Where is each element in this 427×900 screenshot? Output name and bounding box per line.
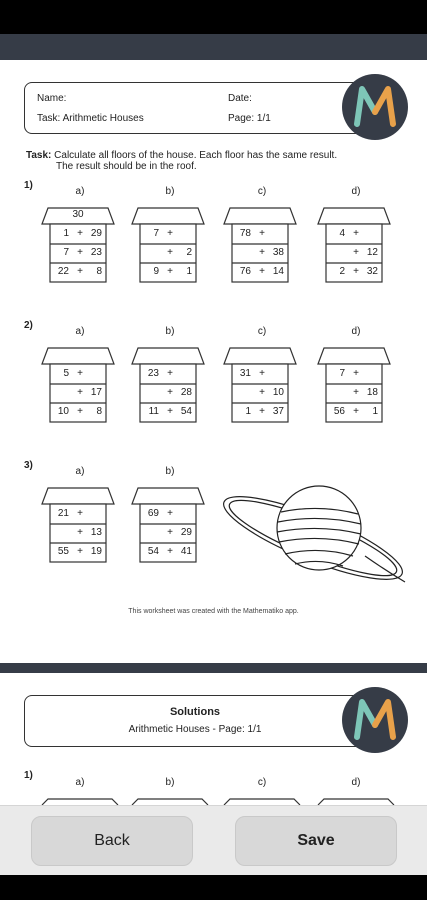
house-label: b)	[165, 466, 175, 477]
house-floor[interactable]	[50, 244, 106, 262]
plus-sign: +	[77, 368, 83, 379]
plus-sign: +	[167, 406, 173, 417]
floor-operand-b[interactable]: 28	[180, 387, 192, 398]
task-text-1: Calculate all floors of the house. Each floor has the same result.	[54, 150, 338, 161]
plus-sign: +	[259, 368, 265, 379]
floor-operand-a[interactable]: 31	[239, 368, 251, 379]
house-label: d)	[351, 326, 361, 337]
solutions-header-box	[24, 695, 366, 747]
plus-sign: +	[167, 508, 173, 519]
solution-house-label: a)	[75, 777, 85, 788]
plus-sign: +	[167, 546, 173, 557]
roof-value[interactable]	[140, 488, 196, 502]
row-number: 3)	[24, 460, 33, 471]
house-floor[interactable]	[140, 365, 196, 383]
house-floor[interactable]	[140, 543, 196, 561]
house-label: a)	[75, 326, 85, 337]
worksheet-footer-note: This worksheet was created with the Mathematiko app.	[128, 608, 299, 615]
house-floor[interactable]	[232, 225, 288, 243]
plus-sign: +	[353, 266, 359, 277]
house-label: b)	[165, 326, 175, 337]
house-floor[interactable]	[232, 263, 288, 281]
plus-sign: +	[77, 387, 83, 398]
row-number: 2)	[24, 320, 33, 331]
arithmetic-house[interactable]	[222, 206, 298, 286]
floor-operand-b[interactable]: 32	[366, 266, 378, 277]
worksheet-page[interactable]	[0, 60, 427, 663]
roof-value[interactable]	[140, 348, 196, 362]
floor-operand-a[interactable]: 21	[57, 508, 69, 519]
arithmetic-house[interactable]	[130, 206, 206, 286]
arithmetic-house[interactable]	[40, 206, 116, 286]
solutions-page[interactable]	[0, 673, 427, 805]
house-floor[interactable]	[232, 403, 288, 421]
plus-sign: +	[77, 527, 83, 538]
house-label: a)	[75, 186, 85, 197]
floor-operand-a[interactable]: 9	[153, 266, 159, 277]
floor-operand-a[interactable]: 22	[57, 266, 69, 277]
house-floor[interactable]	[326, 244, 382, 262]
arithmetic-house[interactable]	[40, 346, 116, 426]
house-floor[interactable]	[140, 505, 196, 523]
plus-sign: +	[259, 387, 265, 398]
action-bar	[0, 805, 427, 876]
floor-operand-a[interactable]: 10	[57, 406, 69, 417]
roof-value[interactable]	[50, 488, 106, 502]
house-floor[interactable]	[140, 244, 196, 262]
house-floor[interactable]	[140, 403, 196, 421]
navigation-bar	[0, 875, 427, 900]
floor-operand-b[interactable]: 38	[272, 247, 284, 258]
row-number: 1)	[24, 180, 33, 191]
floor-operand-b[interactable]: 8	[96, 266, 102, 277]
house-floor[interactable]	[140, 524, 196, 542]
floor-operand-a[interactable]: 56	[333, 406, 345, 417]
floor-operand-b[interactable]: 17	[90, 387, 102, 398]
floor-operand-a[interactable]: 1	[245, 406, 251, 417]
plus-sign: +	[353, 368, 359, 379]
house-label: c)	[257, 186, 267, 197]
floor-operand-b[interactable]: 23	[90, 247, 102, 258]
page-separator	[0, 663, 427, 673]
floor-operand-b[interactable]: 13	[90, 527, 102, 538]
task-instructions	[26, 150, 406, 172]
house-floor[interactable]	[232, 244, 288, 262]
floor-operand-b[interactable]: 29	[90, 228, 102, 239]
name-label: Name:	[37, 93, 67, 104]
floor-operand-b[interactable]: 37	[272, 406, 284, 417]
floor-operand-b[interactable]: 1	[372, 406, 378, 417]
solutions-title: Solutions	[169, 706, 221, 718]
floor-operand-a[interactable]: 76	[239, 266, 251, 277]
plus-sign: +	[167, 387, 173, 398]
back-button[interactable]: Back	[31, 816, 193, 866]
date-label: Date:	[228, 93, 252, 104]
house-floor[interactable]	[140, 384, 196, 402]
arithmetic-house[interactable]	[316, 346, 392, 426]
plus-sign: +	[167, 368, 173, 379]
house-floor[interactable]	[50, 543, 106, 561]
house-floor[interactable]	[326, 403, 382, 421]
status-bar	[0, 0, 427, 34]
house-label: a)	[75, 466, 85, 477]
house-floor[interactable]	[140, 263, 196, 281]
house-floor[interactable]	[50, 403, 106, 421]
plus-sign: +	[167, 266, 173, 277]
plus-sign: +	[353, 406, 359, 417]
floor-operand-b[interactable]: 8	[96, 406, 102, 417]
roof-value[interactable]	[50, 348, 106, 362]
house-floor[interactable]	[326, 263, 382, 281]
plus-sign: +	[353, 387, 359, 398]
save-button[interactable]: Save	[235, 816, 397, 866]
plus-sign: +	[77, 247, 83, 258]
roof-value[interactable]	[232, 208, 288, 222]
roof-value[interactable]: 30	[72, 209, 84, 220]
roof-value[interactable]	[326, 348, 382, 362]
floor-operand-a[interactable]: 23	[147, 368, 159, 379]
arithmetic-house[interactable]	[40, 486, 116, 566]
floor-operand-b[interactable]: 41	[180, 546, 192, 557]
house-floor[interactable]	[50, 384, 106, 402]
house-floor[interactable]	[232, 384, 288, 402]
arithmetic-house[interactable]	[316, 206, 392, 286]
arithmetic-house[interactable]	[130, 486, 206, 566]
house-floor[interactable]	[140, 225, 196, 243]
floor-operand-a[interactable]: 7	[339, 368, 345, 379]
task-title: Task:	[26, 150, 52, 161]
solution-house-label: d)	[351, 777, 361, 788]
top-band	[0, 34, 427, 60]
plus-sign: +	[77, 546, 83, 557]
house-floor[interactable]	[326, 225, 382, 243]
house-label: b)	[165, 186, 175, 197]
floor-operand-b[interactable]: 19	[90, 546, 102, 557]
floor-operand-b[interactable]: 14	[272, 266, 284, 277]
plus-sign: +	[259, 228, 265, 239]
house-floor[interactable]	[326, 384, 382, 402]
floor-operand-a[interactable]: 1	[63, 228, 69, 239]
mathematiko-m-logo-icon	[342, 687, 408, 753]
floor-operand-a[interactable]: 54	[147, 546, 159, 557]
floor-operand-a[interactable]: 4	[339, 228, 345, 239]
floor-operand-a[interactable]: 78	[239, 228, 251, 239]
worksheet-header-box	[24, 82, 366, 134]
house-floor[interactable]	[50, 524, 106, 542]
floor-operand-b[interactable]: 12	[366, 247, 378, 258]
arithmetic-house[interactable]	[130, 346, 206, 426]
solutions-row-number: 1)	[24, 770, 33, 781]
plus-sign: +	[77, 406, 83, 417]
house-floor[interactable]	[232, 365, 288, 383]
mathematiko-m-logo-icon	[342, 74, 408, 140]
plus-sign: +	[167, 247, 173, 258]
solutions-subtitle: Arithmetic Houses - Page: 1/1	[128, 724, 262, 735]
solution-house-label: b)	[165, 777, 175, 788]
house-floor[interactable]	[50, 505, 106, 523]
floor-operand-a[interactable]: 5	[63, 368, 69, 379]
floor-operand-b[interactable]: 1	[186, 266, 192, 277]
plus-sign: +	[77, 508, 83, 519]
floor-operand-b[interactable]: 29	[180, 527, 192, 538]
plus-sign: +	[259, 247, 265, 258]
task-text-2: The result should be in the roof.	[56, 161, 197, 172]
house-floor[interactable]	[50, 225, 106, 243]
roof-value[interactable]	[232, 348, 288, 362]
house-floor[interactable]	[50, 263, 106, 281]
floor-operand-a[interactable]: 55	[57, 546, 69, 557]
floor-operand-b[interactable]: 54	[180, 406, 192, 417]
plus-sign: +	[259, 406, 265, 417]
roof-value[interactable]	[140, 208, 196, 222]
floor-operand-b[interactable]: 2	[186, 247, 192, 258]
floor-operand-a[interactable]: 11	[148, 406, 159, 417]
task-name-label: Task: Arithmetic Houses	[37, 113, 144, 124]
floor-operand-a[interactable]: 69	[147, 508, 159, 519]
plus-sign: +	[353, 247, 359, 258]
plus-sign: +	[167, 228, 173, 239]
saturn-planet-icon	[215, 478, 411, 598]
page-label: Page: 1/1	[228, 113, 271, 124]
solution-house-label: c)	[257, 777, 267, 788]
house-floor[interactable]	[50, 365, 106, 383]
house-label: c)	[257, 326, 267, 337]
house-label: d)	[351, 186, 361, 197]
floor-operand-b[interactable]: 10	[272, 387, 284, 398]
floor-operand-a[interactable]: 2	[339, 266, 345, 277]
plus-sign: +	[77, 266, 83, 277]
plus-sign: +	[77, 228, 83, 239]
floor-operand-a[interactable]: 7	[63, 247, 69, 258]
roof-value[interactable]	[326, 208, 382, 222]
floor-operand-a[interactable]: 7	[153, 228, 159, 239]
house-floor[interactable]	[326, 365, 382, 383]
floor-operand-b[interactable]: 18	[366, 387, 378, 398]
arithmetic-house[interactable]	[222, 346, 298, 426]
plus-sign: +	[353, 228, 359, 239]
plus-sign: +	[167, 527, 173, 538]
plus-sign: +	[259, 266, 265, 277]
